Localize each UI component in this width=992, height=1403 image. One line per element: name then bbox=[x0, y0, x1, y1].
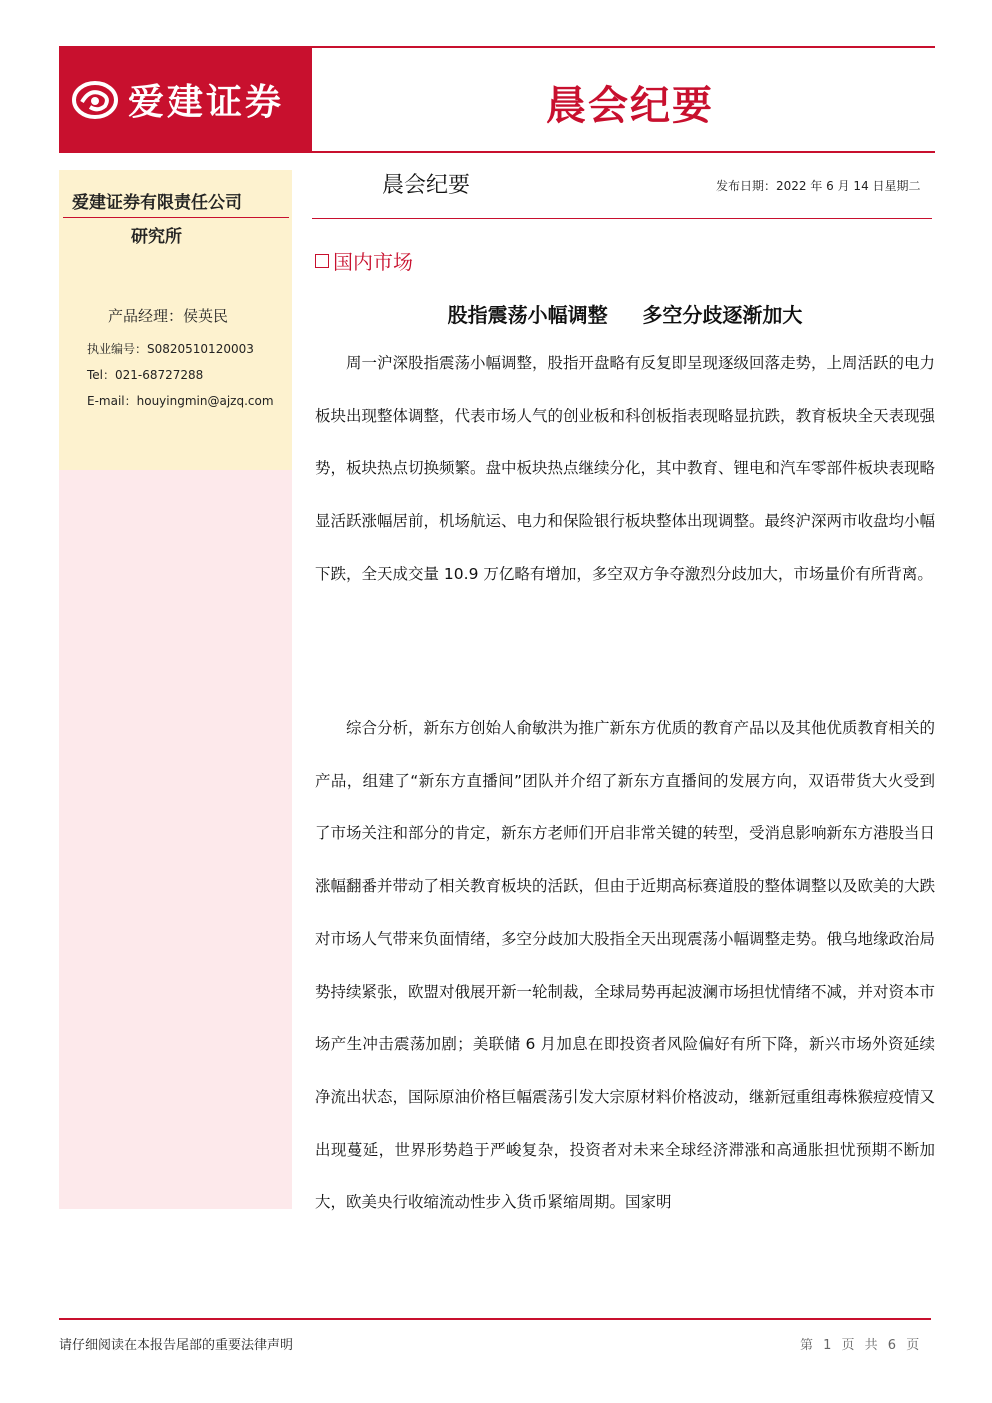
header-bottom-rule bbox=[59, 151, 935, 153]
footer-disclaimer: 请仔细阅读在本报告尾部的重要法律声明 bbox=[59, 1338, 294, 1353]
footer-rule bbox=[59, 1318, 931, 1320]
section-heading bbox=[315, 246, 413, 275]
page-number: 第 1 页 共 6 页 bbox=[800, 1338, 920, 1353]
document-title: 晨会纪要 bbox=[382, 173, 471, 198]
header-title: 晨会纪要 bbox=[546, 83, 714, 129]
sidebar-manager: 产品经理：侯英民 bbox=[108, 307, 229, 325]
publish-date: 发布日期：2022 年 6 月 14 日星期二 bbox=[716, 179, 921, 193]
sidebar-divider bbox=[63, 217, 289, 218]
section-label: 国内市场 bbox=[333, 250, 413, 274]
aijian-logo-icon bbox=[72, 80, 118, 120]
article-headline: 股指震荡小幅调整 多空分歧逐渐加大 bbox=[447, 303, 803, 327]
sidebar-email[interactable]: E-mail：houyingmin@ajzq.com bbox=[87, 394, 274, 408]
main-divider bbox=[312, 218, 932, 219]
sidebar-tel: Tel：021-68727288 bbox=[87, 368, 204, 382]
checkbox-icon bbox=[315, 254, 329, 268]
paragraph: 综合分析，新东方创始人俞敏洪为推广新东方优质的教育产品以及其他优质教育相关的产品，组建了“新东方直播间”团队并介绍了新东方直播间的发展方向，双语带货大火受到了市场关注和部分的肯定，新东方老师们开启非常关键的转型，受消息影响新东方港股当日涨幅翻番并带动了相关教育板块的活跃，但由于近期高标赛道股的整体调整以及欧美的大跌对市场人气带来负面情绪，多空分歧加大股指全天出现震荡小幅调整走势。俄乌地缘政治局势持续紧张，欧盟对俄展开新一轮制裁，全球局势再起波澜市场担忧情绪不减，并对资本市场产生冲击震荡加剧；美联储 6 月加息在即投资者风险偏好有所下降，新兴市场外资延续净流出状态，国际原油价格巨幅震荡引发大宗原材料价格波动，继新冠重组毒株猴痘疫情又出现蔓延，世界形势趋于严峻复杂，投资者对未来全球经济滞涨和高通胀担忧预期不断加大，欧美央行收缩流动性步入货币紧缩周期。国家明 bbox=[315, 719, 936, 1212]
paragraph: 周一沪深股指震荡小幅调整，股指开盘略有反复即呈现逐级回落走势，上周活跃的电力板块出现整体调整，代表市场人气的创业板和科创板指表现略显抗跌，教育板块全天表现强势，板块热点切换频繁。盘中板块热点继续分化，其中教育、锂电和汽车零部件板块表现略显活跃涨幅居前，机场航运、电力和保险银行板块整体出现调整。最终沪深两市收盘均小幅下跌，全天成交量 10.9 万亿略有增加，多空双方争夺激烈分歧加大，市场量价有所背离。 bbox=[315, 354, 936, 583]
sidebar-lower-panel bbox=[59, 470, 292, 1209]
sidebar-license: 执业编号：S0820510120003 bbox=[87, 342, 254, 356]
sidebar-department: 研究所 bbox=[131, 227, 182, 247]
brand-name: 爱建证券 bbox=[128, 81, 285, 123]
sidebar-company: 爱建证券有限责任公司 bbox=[72, 193, 242, 213]
